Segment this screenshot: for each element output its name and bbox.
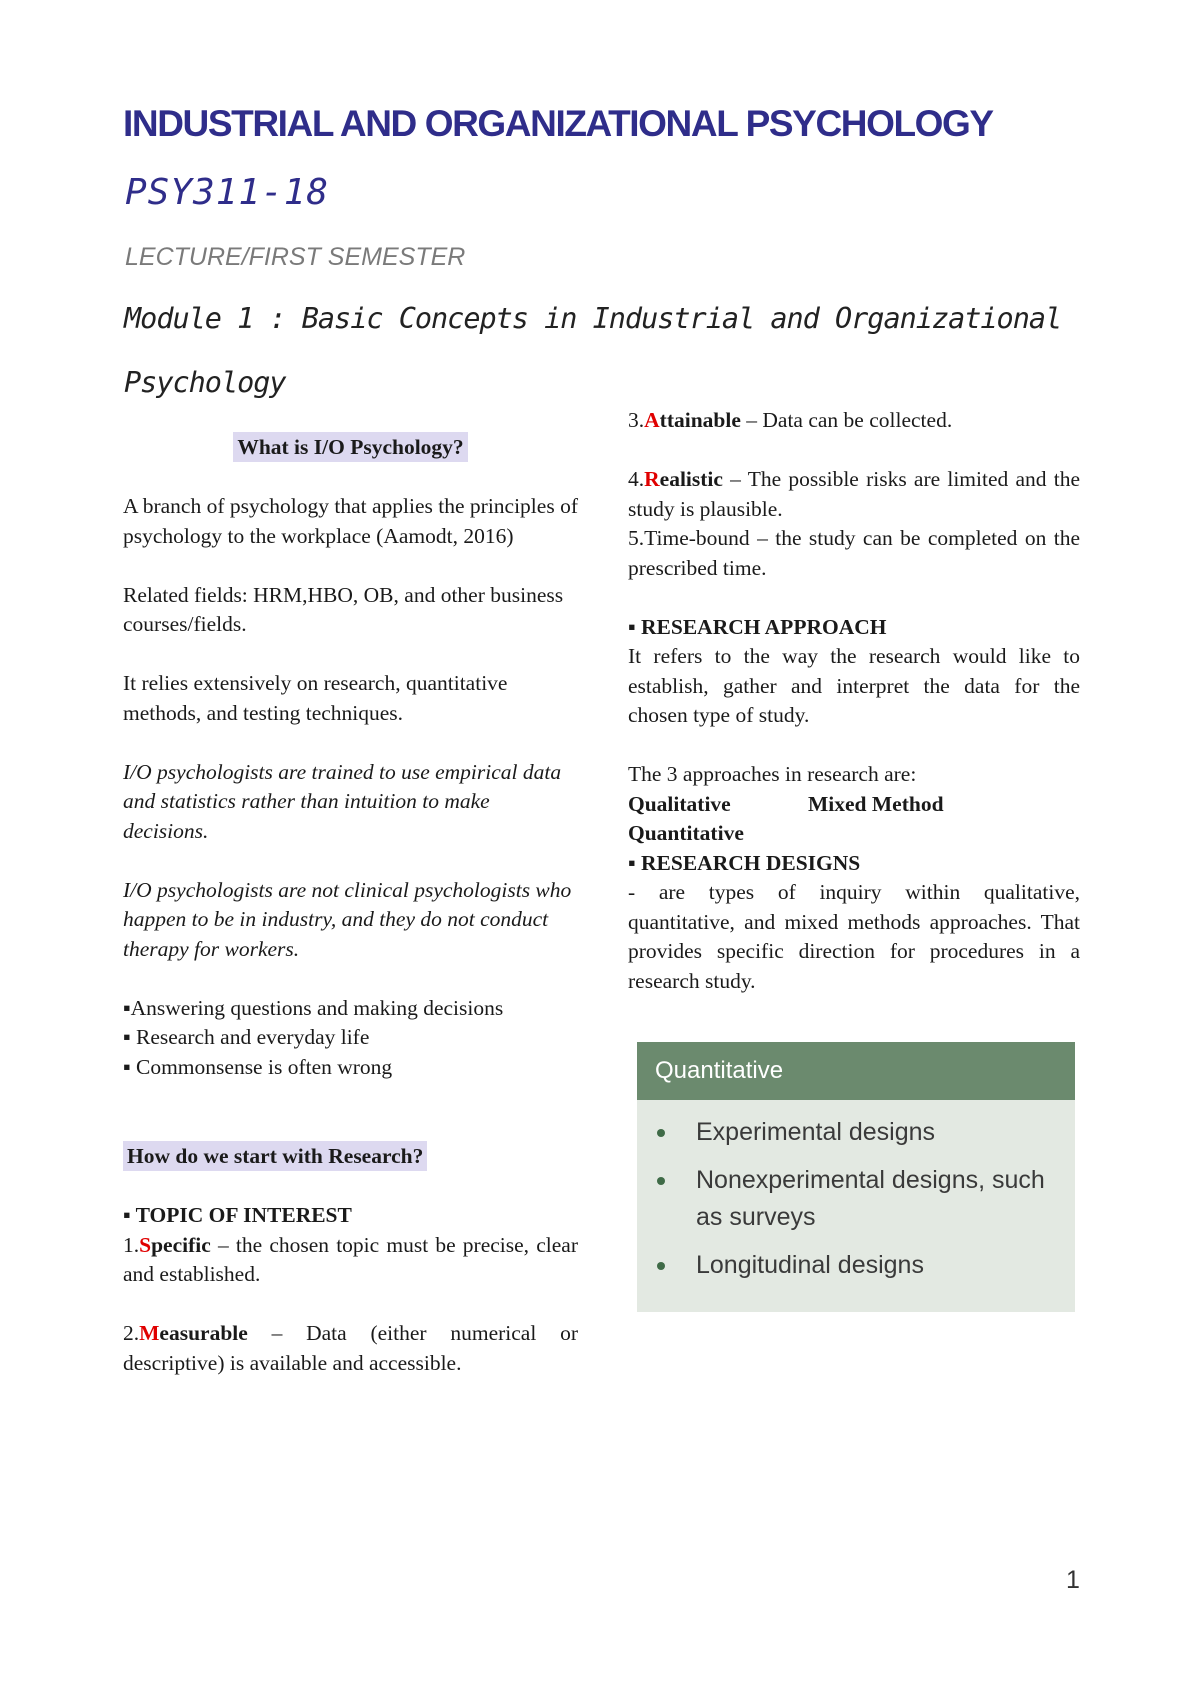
bullet-answering-questions: ▪Answering questions and making decisions [123, 995, 504, 1020]
io-empirical-note: I/O psychologists are trained to use empirical data and statistics rather than intuition to make decisions. [123, 759, 562, 843]
approaches-intro: The 3 approaches in research are: [628, 762, 917, 786]
course-code: PSY311-18 [125, 172, 330, 213]
quantitative-designs-figure [637, 1042, 1075, 1312]
section-heading-what-is-io: What is I/O Psychology? [233, 432, 467, 462]
figure-item: Nonexperimental designs, such as surveys [657, 1162, 1075, 1236]
figure-item: Experimental designs [657, 1114, 1075, 1151]
left-column [123, 432, 578, 1378]
module-title-line-1: Module 1 : Basic Concepts in Industrial and Organizational [124, 302, 1062, 335]
approach-quantitative: Quantitative [628, 821, 744, 845]
topic-of-interest-heading: ▪ TOPIC OF INTEREST [123, 1203, 352, 1227]
figure-item: Longitudinal designs [657, 1247, 1075, 1284]
relies-on-research: It relies extensively on research, quantitative methods, and testing techniques. [123, 671, 508, 725]
smart-realistic: 4.Realistic – The possible risks are limited and the study is plausible. [628, 467, 1080, 521]
io-not-clinical-note: I/O psychologists are not clinical psychologists who happen to be in industry, and they do not conduct therapy for workers. [123, 877, 572, 961]
bullet-icon [657, 1129, 665, 1137]
semester-label: LECTURE/FIRST SEMESTER [125, 243, 466, 271]
bullet-icon [657, 1262, 665, 1270]
approaches-row [628, 790, 1080, 820]
module-title [124, 287, 1124, 415]
bullet-research-everyday: ▪ Research and everyday life [123, 1025, 370, 1049]
approach-qualitative: Qualitative [628, 791, 731, 816]
bullet-commonsense: ▪ Commonsense is often wrong [123, 1054, 393, 1079]
io-definition: A branch of psychology that applies the principles of psychology to the workplace (Aamodt, 2016) [123, 494, 578, 548]
research-approach-desc: It refers to the way the research would like to establish, gather and interpret the data for the chosen type of study. [628, 644, 1080, 727]
module-title-line-2: Psychology [124, 366, 286, 399]
smart-measurable: 2.Measurable – Data (either numerical or descriptive) is available and accessible. [123, 1321, 578, 1375]
research-designs-desc: - are types of inquiry within qualitative, quantitative, and mixed methods approaches. That provides specific direction for procedures in a research study. [628, 880, 1080, 993]
smart-attainable: 3.Attainable – Data can be collected. [628, 408, 953, 432]
research-approach-heading: ▪ RESEARCH APPROACH [628, 614, 887, 639]
research-designs-heading: ▪ RESEARCH DESIGNS [628, 850, 861, 875]
approach-mixed: Mixed Method [808, 791, 944, 816]
bullet-icon [657, 1177, 665, 1185]
page-number: 1 [1066, 1566, 1080, 1594]
related-fields: Related fields: HRM,HBO, OB, and other business courses/fields. [123, 582, 564, 636]
course-title: INDUSTRIAL AND ORGANIZATIONAL PSYCHOLOGY [123, 103, 993, 144]
figure-header: Quantitative [637, 1042, 1075, 1100]
smart-specific: 1.Specific – the chosen topic must be precise, clear and established. [123, 1232, 578, 1286]
section-heading-start-research: How do we start with Research? [123, 1141, 427, 1171]
smart-time-bound: 5.Time-bound – the study can be completed on the prescribed time. [628, 526, 1080, 580]
figure-list [637, 1100, 1075, 1284]
right-column [628, 406, 1080, 996]
